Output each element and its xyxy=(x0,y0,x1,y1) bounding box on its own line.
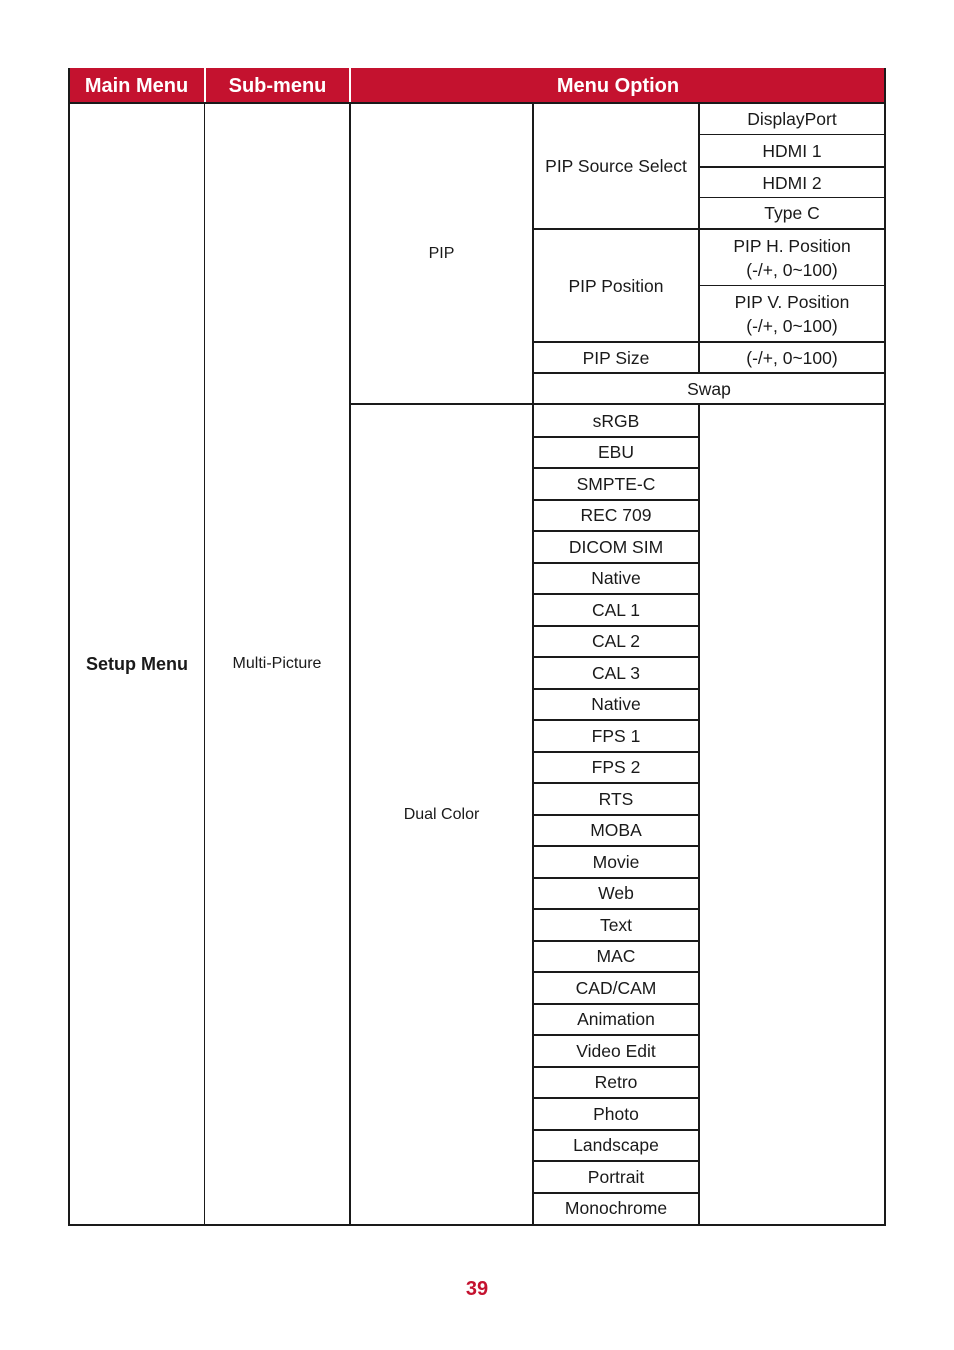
dual-color-option: Native xyxy=(591,694,641,715)
dual-color-option: EBU xyxy=(598,442,634,463)
header-divider xyxy=(204,68,206,104)
dual-color-option: FPS 1 xyxy=(591,725,641,746)
table-border xyxy=(68,1224,886,1226)
pip-h-position: PIP H. Position (-/+, 0~100) xyxy=(733,235,851,280)
pip-v-position: PIP V. Position (-/+, 0~100) xyxy=(734,291,850,336)
sub-menu-multi-picture: Multi-Picture xyxy=(232,655,322,672)
dual-color-option: DICOM SIM xyxy=(568,536,664,557)
dual-color-option: RTS xyxy=(598,788,634,809)
dual-color-option: FPS 2 xyxy=(591,757,641,778)
pip-source-select: PIP Source Select xyxy=(545,156,687,176)
dual-color-option: Web xyxy=(598,883,634,904)
pip-source-option: Type C xyxy=(764,203,820,223)
dual-color-option: sRGB xyxy=(592,410,640,431)
dual-color-option: CAL 1 xyxy=(592,599,640,620)
header-sub-menu: Sub-menu xyxy=(205,68,350,104)
main-menu-setup: Setup Menu xyxy=(86,654,188,674)
dual-color-option: SMPTE-C xyxy=(576,473,656,494)
dual-color-option: Text xyxy=(599,914,633,935)
dual-color-option: Monochrome xyxy=(564,1198,668,1219)
header-divider xyxy=(349,68,351,104)
pip-source-option: HDMI 2 xyxy=(762,172,822,193)
pip-swap: Swap xyxy=(687,378,731,399)
dual-color-option: CAL 2 xyxy=(592,631,640,652)
header-menu-option: Menu Option xyxy=(350,68,886,104)
pip-position: PIP Position xyxy=(568,275,664,296)
dual-color-option: MOBA xyxy=(590,820,642,841)
dual-color-option: Movie xyxy=(592,851,640,872)
dual-color-option: MAC xyxy=(596,946,636,967)
dual-color-option: CAL 3 xyxy=(592,662,640,683)
dual-color-option: CAD/CAM xyxy=(575,977,657,998)
pip-source-option: HDMI 1 xyxy=(762,140,822,161)
table-border xyxy=(884,68,886,1226)
option-dual-color: Dual Color xyxy=(403,805,480,823)
dual-color-option: Photo xyxy=(593,1103,639,1124)
dual-color-option: Landscape xyxy=(573,1135,659,1156)
pip-source-option: DisplayPort xyxy=(747,109,837,129)
option-pip: PIP xyxy=(428,244,455,262)
pip-size: PIP Size xyxy=(582,347,650,368)
dual-color-option: Native xyxy=(591,568,641,589)
dual-color-option: Portrait xyxy=(587,1166,645,1187)
dual-color-option: Animation xyxy=(577,1009,655,1030)
dual-color-option: Retro xyxy=(594,1072,638,1093)
pip-size-value: (-/+, 0~100) xyxy=(746,347,838,368)
page-number: 39 xyxy=(465,1278,489,1300)
dual-color-option: REC 709 xyxy=(580,505,652,526)
header-main-menu: Main Menu xyxy=(68,68,205,104)
dual-color-option: Video Edit xyxy=(576,1040,656,1061)
